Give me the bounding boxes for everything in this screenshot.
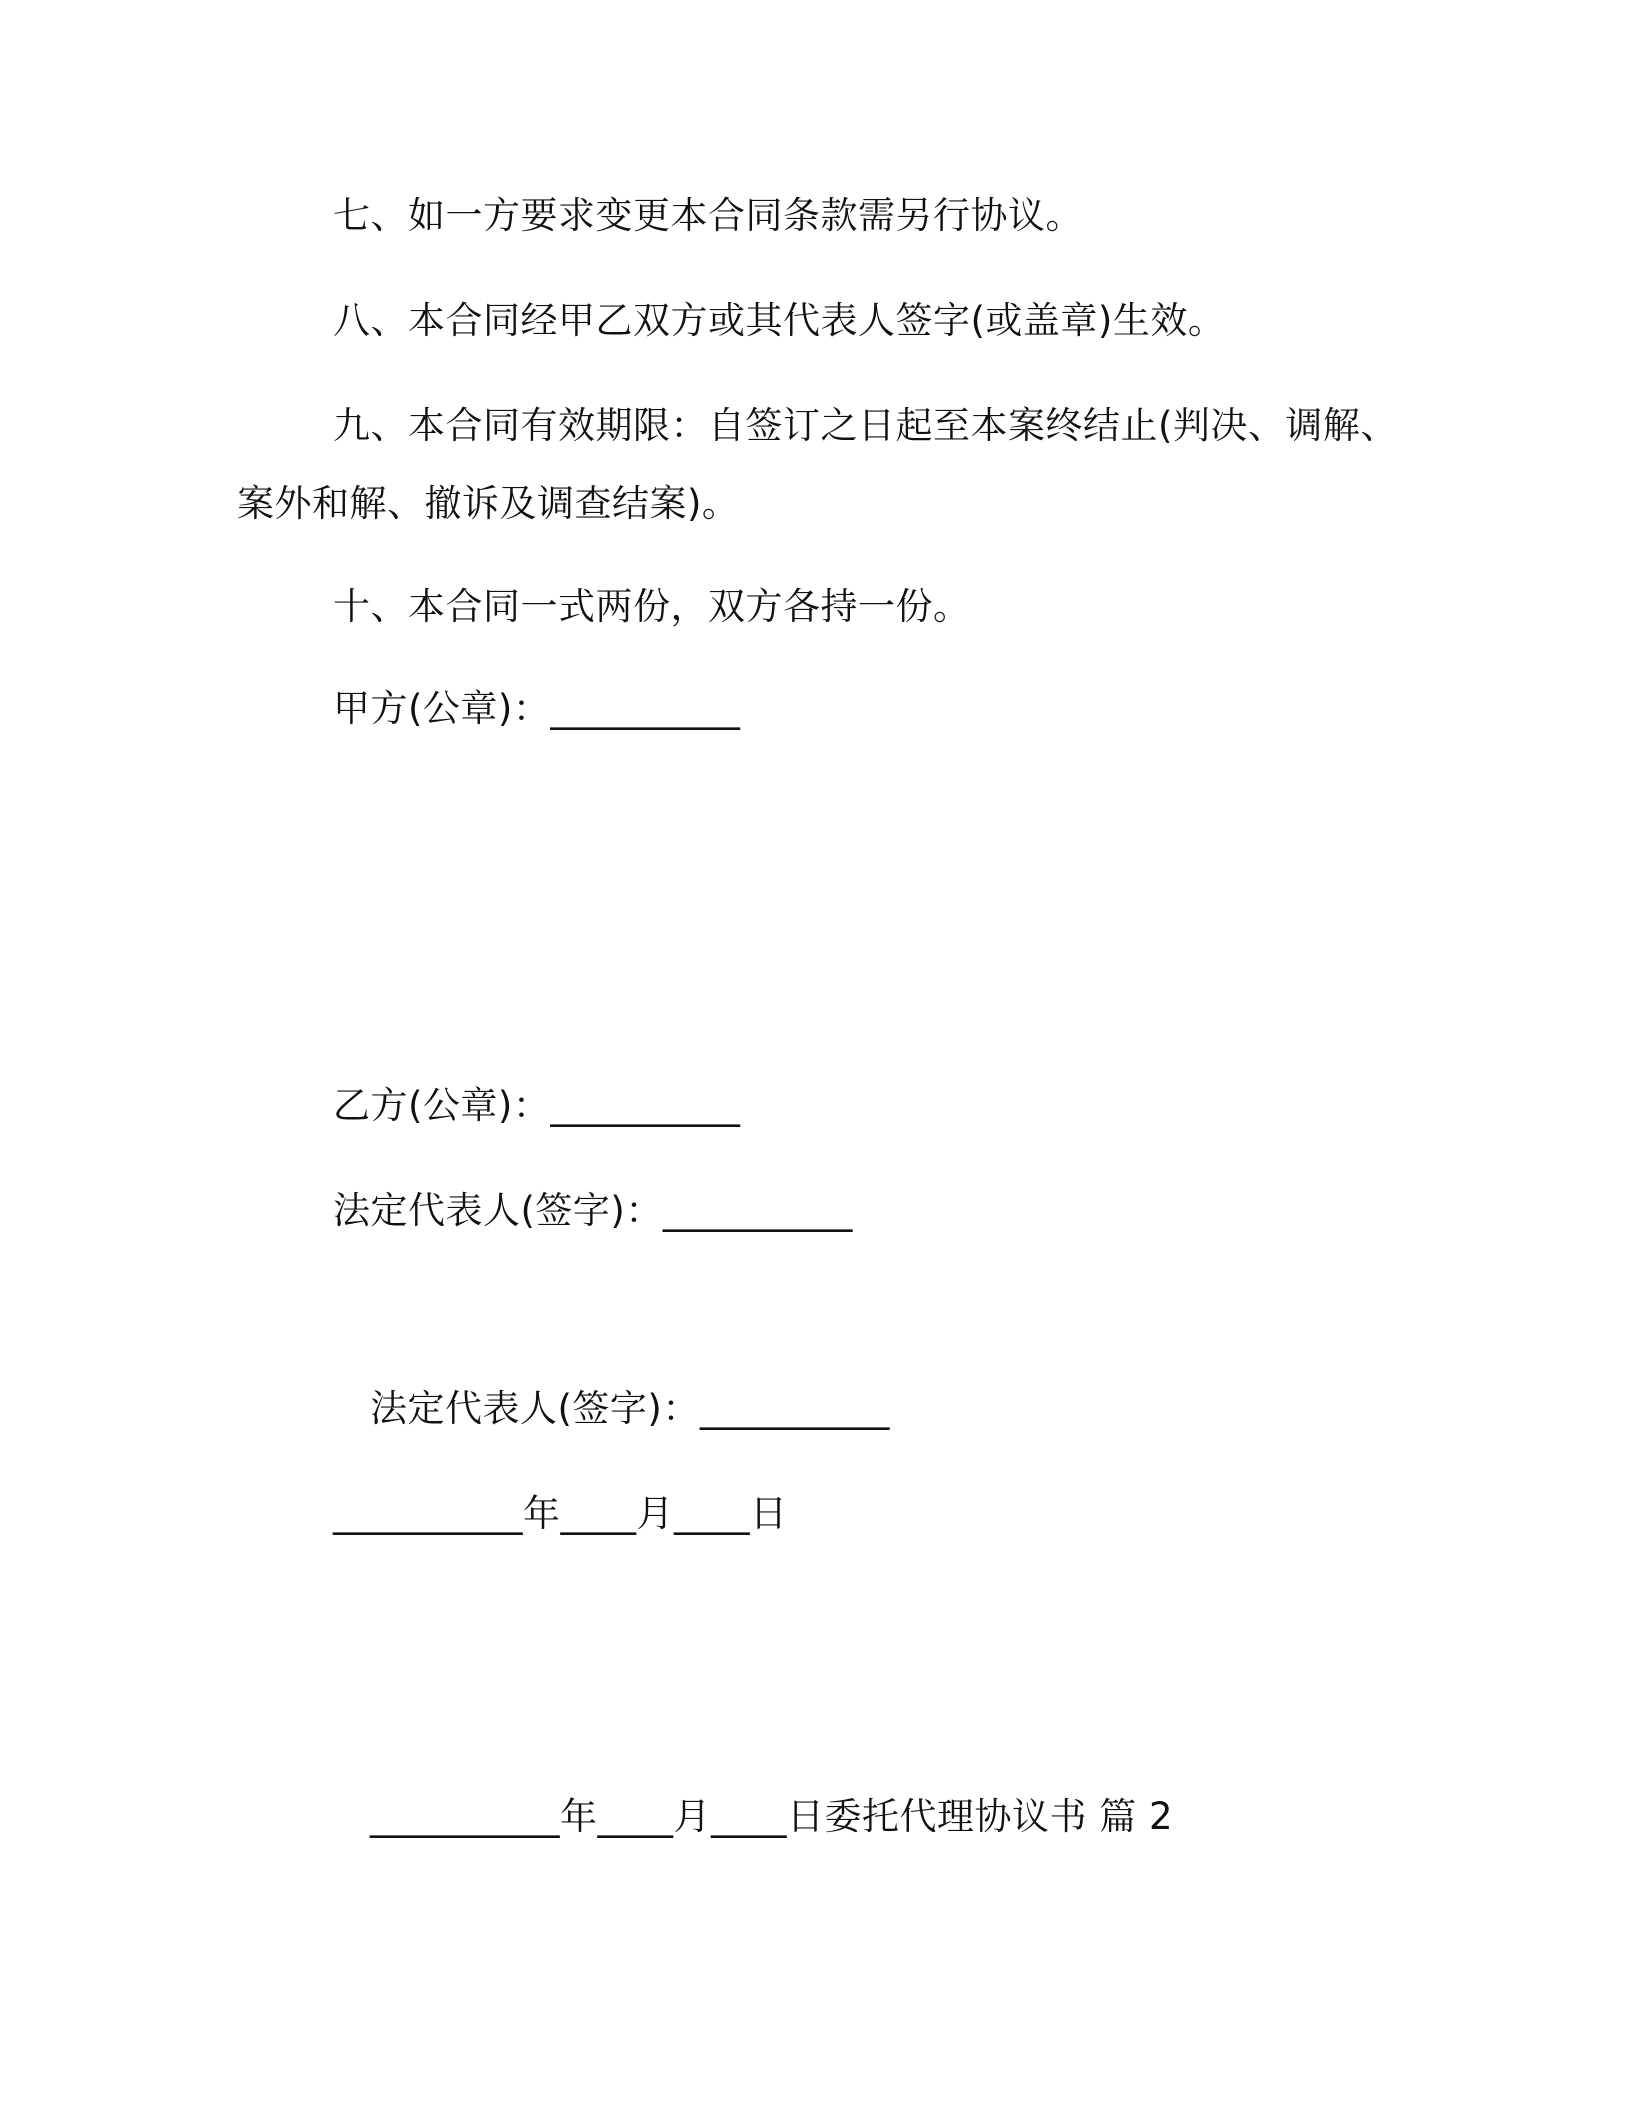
- legal-representative-signature-1: 法定代表人(签字)：__________: [333, 1189, 853, 1232]
- clause-8: 八、本合同经甲乙双方或其代表人签字(或盖章)生效。: [333, 299, 1226, 342]
- legal-representative-signature-2: 法定代表人(签字)：__________: [370, 1387, 890, 1430]
- date-line: __________年____月____日: [333, 1492, 788, 1535]
- clause-9-line-2: 案外和解、撤诉及调查结案)。: [237, 482, 740, 525]
- clause-10: 十、本合同一式两份，双方各持一份。: [333, 585, 971, 628]
- clause-7: 七、如一方要求变更本合同条款需另行协议。: [333, 194, 1083, 237]
- next-section-heading: __________年____月____日委托代理协议书 篇 2: [370, 1795, 1174, 1838]
- party-b-seal: 乙方(公章)：__________: [333, 1084, 741, 1127]
- party-a-seal: 甲方(公章)：__________: [333, 687, 741, 730]
- clause-9-line-1: 九、本合同有效期限：自签订之日起至本案终结止(判决、调解、: [333, 404, 1398, 447]
